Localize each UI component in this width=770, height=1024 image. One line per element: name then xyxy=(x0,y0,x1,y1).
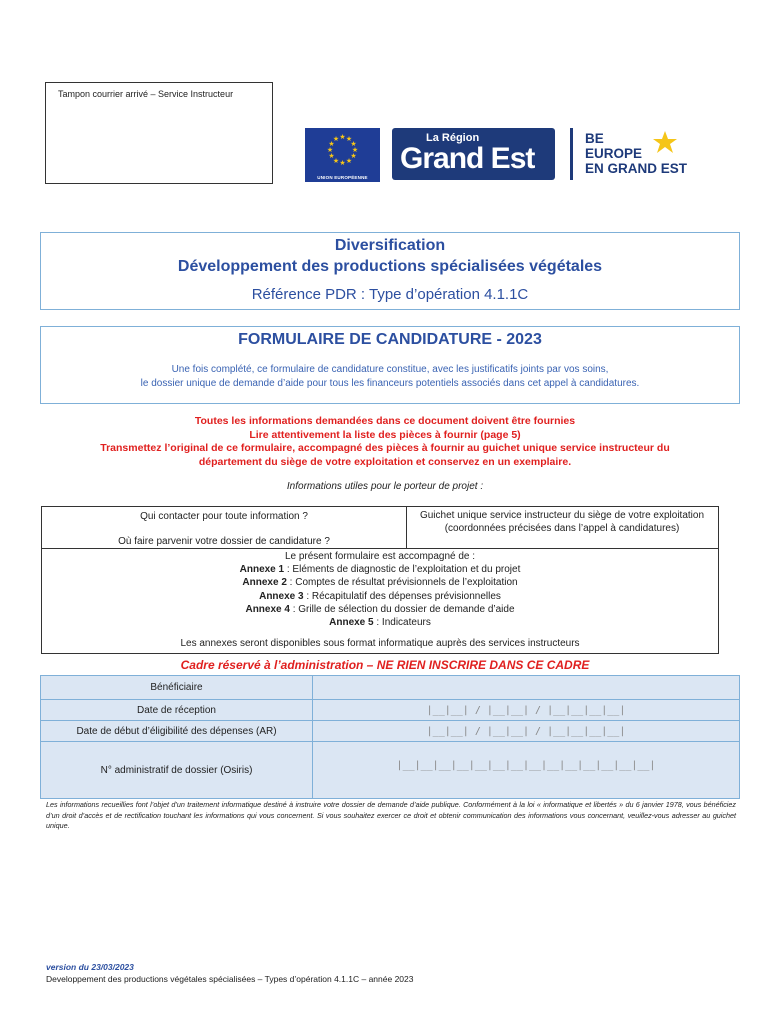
svg-text:★: ★ xyxy=(328,140,335,148)
annex-item: Annexe 2 : Comptes de résultat prévisionnels de l’exploitation xyxy=(242,577,518,589)
svg-text:★: ★ xyxy=(332,157,340,165)
svg-text:★: ★ xyxy=(332,135,340,143)
admin-section-title: Cadre réservé à l’administration – NE RIEN INSCRIRE DANS CE CADRE xyxy=(180,658,590,672)
admin-value: |__|__|__|__|__|__|__|__|__|__|__|__|__|__| xyxy=(396,760,656,771)
svg-text:★: ★ xyxy=(328,152,335,160)
admin-label: Date de réception xyxy=(41,700,313,720)
title-box xyxy=(40,232,740,310)
svg-text:★: ★ xyxy=(345,157,353,165)
contact-question-1: Qui contacter pour toute information ? xyxy=(140,511,308,522)
form-desc-line1: Une fois complété, ce formulaire de candidature constitue, avec les justificatifs joints par vos soins, xyxy=(171,364,609,375)
admin-value xyxy=(313,676,739,699)
important-notice xyxy=(20,415,750,469)
annex-item: Annexe 1 : Eléments de diagnostic de l’exploitation et du projet xyxy=(239,564,521,576)
admin-label: N° administratif de dossier (Osiris) xyxy=(41,742,313,798)
svg-text:★: ★ xyxy=(326,146,334,154)
annex-note: Les annexes seront disponibles sous format informatique auprès des services instructeurs xyxy=(180,638,580,649)
svg-text:★: ★ xyxy=(351,146,359,154)
admin-label: Date de début d’éligibilité des dépenses (AR) xyxy=(41,721,313,741)
svg-text:★: ★ xyxy=(339,133,346,141)
notice-line3: Transmettez l’original de ce formulaire, accompagné des pièces à fournir au guichet unique service instructeur du xyxy=(100,442,670,454)
svg-text:★: ★ xyxy=(345,135,353,143)
notice-line1: Toutes les informations demandées dans ce document doivent être fournies xyxy=(194,415,576,427)
admin-row-osiris xyxy=(41,742,739,798)
contact-answer xyxy=(412,510,712,535)
region-label: La Région xyxy=(426,132,480,144)
title-line2: Développement des productions spécialisées végétales xyxy=(177,258,603,275)
footer-text: Developpement des productions végétales spécialisées – Types d’opération 4.1.1C – année 2023 xyxy=(46,974,414,984)
info-label: Informations utiles pour le porteur de projet : xyxy=(286,481,484,492)
region-name: Grand Est xyxy=(400,142,535,175)
legal-notice: Les informations recueillies font l’objet d’un traitement informatique destiné à instruire votre dossier de demande d’aide publique. Conformément à la loi « informatique et libertés » du 6 janvier 1978, vous bénéficiez d’un droit d’accès et de rectification touchant les informations qui vous concernent. Si vous souhaitez exercer ce droit et obtenir communication des informations vous concernant, veuillez-vous adresser au guichet unique. xyxy=(46,800,736,830)
star-icon xyxy=(652,130,678,154)
contact-answer-line2: (coordonnées précisées dans l’appel à candidatures) xyxy=(444,522,680,534)
eu-flag-logo xyxy=(305,128,380,182)
notice-line4: département du siège de votre exploitation et conservez en un exemplaire. xyxy=(198,455,572,468)
title-line1: Diversification xyxy=(334,237,446,254)
region-grand-est-logo xyxy=(392,128,555,180)
stamp-label: Tampon courrier arrivé – Service Instructeur xyxy=(58,89,234,99)
form-desc-line2: le dossier unique de demande d’aide pour tous les financeurs potentiels associés dans cet appel à candidatures. xyxy=(140,378,640,389)
admin-value: |__|__| / |__|__| / |__|__|__|__| xyxy=(426,725,626,737)
annex-list xyxy=(42,550,718,629)
svg-text:★: ★ xyxy=(339,159,346,167)
be-europe-line1: BE xyxy=(585,131,604,146)
admin-row-beneficiaire xyxy=(41,676,739,700)
admin-table xyxy=(40,675,740,799)
notice-line2: Lire attentivement la liste des pièces à fournir (page 5) xyxy=(249,428,521,441)
form-title: FORMULAIRE DE CANDIDATURE - 2023 xyxy=(238,331,542,348)
eu-stars-icon xyxy=(305,128,380,174)
annex-item: Annexe 5 : Indicateurs xyxy=(329,617,431,629)
contact-answer-line1: Guichet unique service instructeur du siège de votre exploitation xyxy=(419,510,705,521)
be-europe-line2: EUROPE xyxy=(585,146,643,161)
annex-item: Annexe 4 : Grille de sélection du dossier de demande d’aide xyxy=(245,603,515,615)
contact-row-divider xyxy=(42,548,718,549)
reference-line: Référence PDR : Type d’opération 4.1.1C xyxy=(251,286,529,303)
stamp-box xyxy=(45,82,273,184)
admin-row-date-reception xyxy=(41,700,739,721)
admin-row-date-eligibilite xyxy=(41,721,739,742)
form-title-box xyxy=(40,326,740,404)
svg-text:★: ★ xyxy=(350,152,357,160)
admin-value: |__|__| / |__|__| / |__|__|__|__| xyxy=(426,704,626,716)
be-europe-line3: EN GRAND EST xyxy=(585,161,688,176)
admin-label: Bénéficiaire xyxy=(41,676,313,699)
be-europe-bar xyxy=(570,128,573,180)
contact-table xyxy=(41,506,719,654)
annex-item: Annexe 3 : Récapitulatif des dépenses prévisionnelles xyxy=(259,590,501,602)
annex-intro: Le présent formulaire est accompagné de : xyxy=(284,551,476,562)
contact-divider xyxy=(406,507,407,549)
svg-text:★: ★ xyxy=(350,140,357,148)
form-description xyxy=(41,363,739,391)
eu-label: UNION EUROPÉENNE xyxy=(317,175,368,180)
version-label: version du 23/03/2023 xyxy=(46,962,134,972)
contact-question-2: Où faire parvenir votre dossier de candidature ? xyxy=(118,536,330,547)
